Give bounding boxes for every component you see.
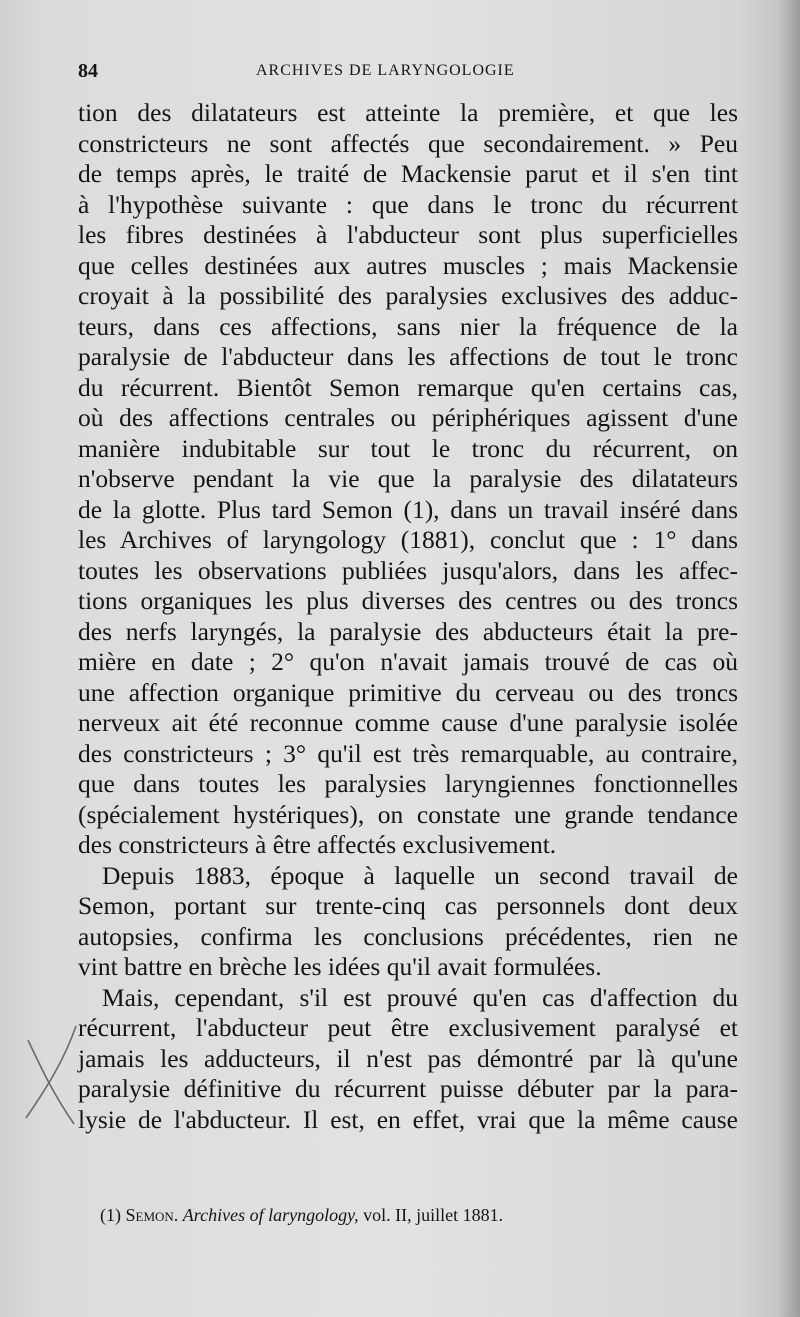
text-line: croyait à la possibilité des paralysies exclusives des adduc- xyxy=(78,281,738,310)
text-line: du récurrent. Bientôt Semon remarque qu'en certains cas, xyxy=(78,372,738,402)
text-line: paralysie définitive du récurrent puisse débuter par la para- xyxy=(78,1074,738,1103)
text-line: tion des dilatateurs est atteinte la première, et que les xyxy=(78,98,738,127)
body-text xyxy=(78,98,738,1135)
text-line: des nerfs laryngés, la paralysie des abducteurs était la pre- xyxy=(78,616,738,646)
text-line: de la glotte. Plus tard Semon (1), dans un travail inséré dans xyxy=(78,494,738,524)
text-line: les Archives of laryngology (1881), conclut que : 1° dans xyxy=(78,525,738,554)
page-header xyxy=(78,58,738,88)
footnote-details: vol. II, juillet 1881. xyxy=(363,1205,504,1225)
text-line: que celles destinées aux autres muscles ; mais Mackensie xyxy=(78,250,738,280)
text-line: une affection organique primitive du cerveau ou des troncs xyxy=(78,677,738,707)
running-head: ARCHIVES DE LARYNGOLOGIE xyxy=(256,62,515,79)
text-line: autopsies, confirma les conclusions précédentes, rien ne xyxy=(78,921,738,951)
text-line: paralysie de l'abducteur dans les affections de tout le tronc xyxy=(78,342,738,371)
text-line: de temps après, le traité de Mackensie parut et il s'en tint xyxy=(78,159,738,188)
text-line: tions organiques les plus diverses des centres ou des troncs xyxy=(78,586,738,615)
page-number: 84 xyxy=(78,60,98,82)
text-line: mière en date ; 2° qu'on n'avait jamais trouvé de cas où xyxy=(78,647,738,676)
footnote-title: Archives of laryngology, xyxy=(182,1205,359,1225)
text-line: n'observe pendant la vie que la paralysie des dilatateurs xyxy=(78,464,738,493)
text-line: où des affections centrales ou périphériques agissent d'une xyxy=(78,403,738,432)
text-line: Semon, portant sur trente-cinq cas personnels dont deux xyxy=(78,891,738,920)
page-edge-shadow xyxy=(778,0,800,1317)
text-line: que dans toutes les paralysies laryngiennes fonctionnelles xyxy=(78,769,738,798)
text-line: toutes les observations publiées jusqu'alors, dans les affec- xyxy=(78,555,738,585)
text-line: lysie de l'abducteur. Il est, en effet, vrai que la même cause xyxy=(78,1104,738,1134)
text-line: Mais, cependant, s'il est prouvé qu'en cas d'affection du xyxy=(102,982,738,1012)
handwritten-x-mark xyxy=(22,1020,82,1130)
text-line: nerveux ait été reconnue comme cause d'une paralysie isolée xyxy=(78,708,738,737)
text-line: les fibres destinées à l'abducteur sont plus superficielles xyxy=(78,220,738,249)
text-line: à l'hypothèse suivante : que dans le tronc du récurrent xyxy=(78,189,738,219)
text-line: des constricteurs à être affectés exclusivement. xyxy=(78,830,557,859)
text-line: vint battre en brèche les idées qu'il avait formulées. xyxy=(78,952,602,981)
text-line: manière indubitable sur tout le tronc du récurrent, on xyxy=(78,433,738,463)
text-line: (spécialement hystériques), on constate une grande tendance xyxy=(78,799,738,829)
text-line: des constricteurs ; 3° qu'il est très remarquable, au contraire, xyxy=(78,738,738,768)
footnote xyxy=(100,1205,740,1226)
text-line: Depuis 1883, époque à laquelle un second travail de xyxy=(102,860,738,890)
text-line: récurrent, l'abducteur peut être exclusivement paralysé et xyxy=(78,1013,738,1042)
footnote-marker: (1) xyxy=(100,1205,121,1225)
text-line: teurs, dans ces affections, sans nier la fréquence de la xyxy=(78,311,738,341)
footnote-author: Semon. xyxy=(125,1205,179,1225)
text-line: jamais les adducteurs, il n'est pas démontré par là qu'une xyxy=(78,1043,738,1073)
text-line: constricteurs ne sont affectés que secondairement. » Peu xyxy=(78,128,738,158)
